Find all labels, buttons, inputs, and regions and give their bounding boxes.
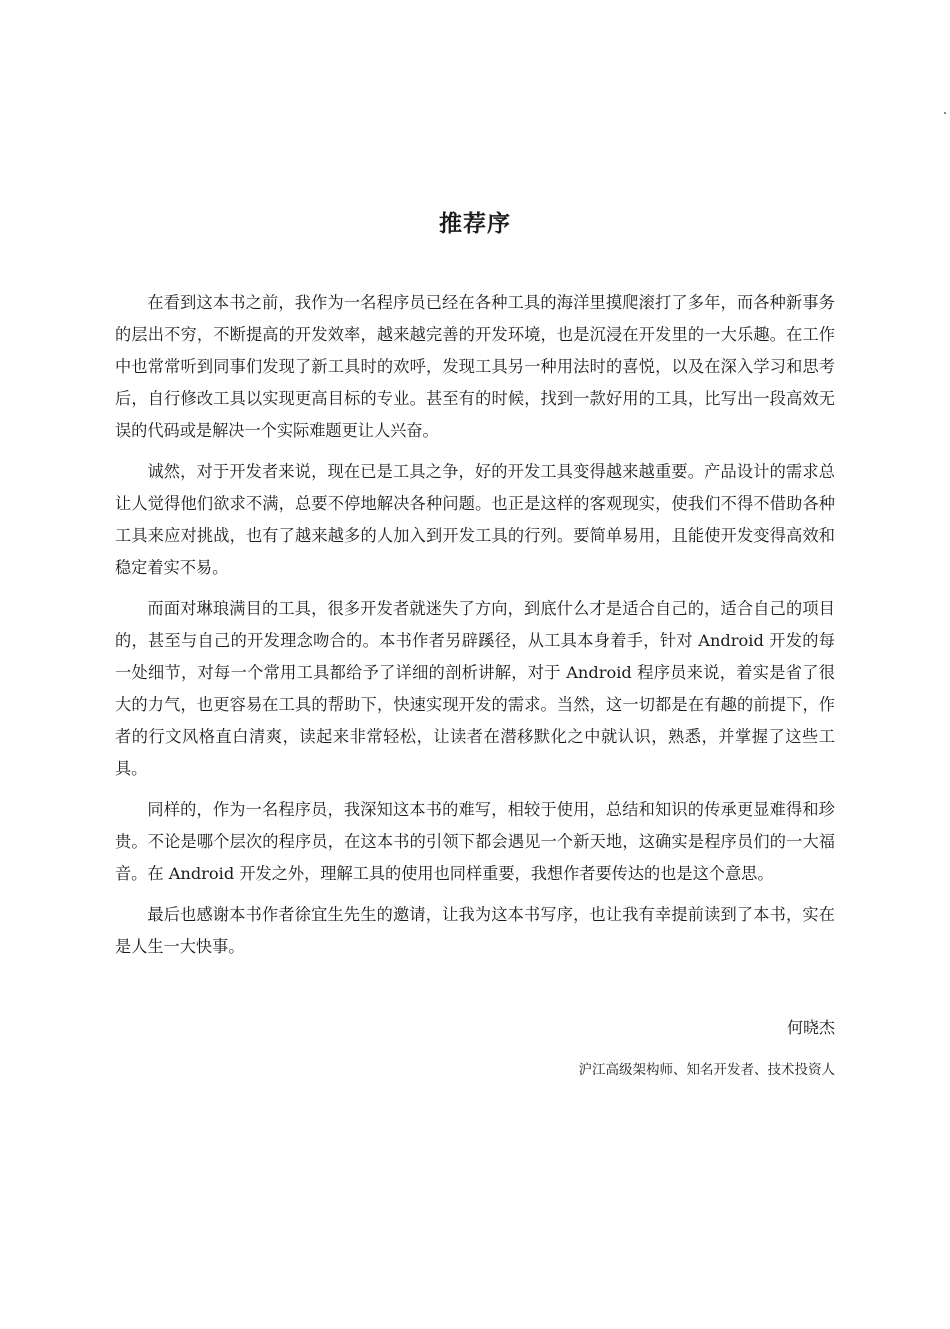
scan-edge-mark (944, 112, 946, 114)
paragraph: 诚然，对于开发者来说，现在已是工具之争，好的开发工具变得越来越重要。产品设计的需求总让人觉得他们欲求不满，总要不停地解决各种问题。也正是这样的客观现实，使我们不得不借助各种工具来应对挑战，也有了越来越多的人加入到开发工具的行列。要简单易用，且能使开发变得高效和稳定着实不易。 (115, 462, 835, 577)
paragraph: 同样的，作为一名程序员，我深知这本书的难写，相较于使用，总结和知识的传承更显难得和珍贵。不论是哪个层次的程序员，在这本书的引领下都会遇见一个新天地，这确实是程序员们的一大福音。在 Android 开发之外，理解工具的使用也同样重要，我想作者要传达的也是这个意思。 (115, 800, 835, 883)
paragraph: 在看到这本书之前，我作为一名程序员已经在各种工具的海洋里摸爬滚打了多年，而各种新事务的层出不穷，不断提高的开发效率，越来越完善的开发环境，也是沉浸在开发里的一大乐趣。在工作中也常常听到同事们发现了新工具时的欢呼，发现工具另一种用法时的喜悦，以及在深入学习和思考后，自行修改工具以实现更高目标的专业。甚至有的时候，找到一款好用的工具，比写出一段高效无误的代码或是解决一个实际难题更让人兴奋。 (115, 293, 835, 440)
paragraph: 最后也感谢本书作者徐宜生先生的邀请，让我为这本书写序，也让我有幸提前读到了本书，实在是人生一大快事。 (115, 905, 835, 956)
paragraph: 而面对琳琅满目的工具，很多开发者就迷失了方向，到底什么才是适合自己的，适合自己的项目的，甚至与自己的开发理念吻合的。本书作者另辟蹊径，从工具本身着手，针对 Android 开发的每一处细节，对每一个常用工具都给予了详细的剖析讲解，对于 Android 程序员来说，着实是省了很大的力气，也更容易在工具的帮助下，快速实现开发的需求。当然，这一切都是在有趣的前提下，作者的行文风格直白清爽，读起来非常轻松，让读者在潜移默化之中就认识，熟悉，并掌握了这些工具。 (115, 599, 835, 778)
author-signature: 何晓杰 (786, 1018, 835, 1037)
page-title: 推荐序 (439, 211, 511, 237)
body-text (115, 287, 835, 972)
author-affiliation: 沪江高级架构师、知名开发者、技术投资人 (578, 1062, 835, 1078)
